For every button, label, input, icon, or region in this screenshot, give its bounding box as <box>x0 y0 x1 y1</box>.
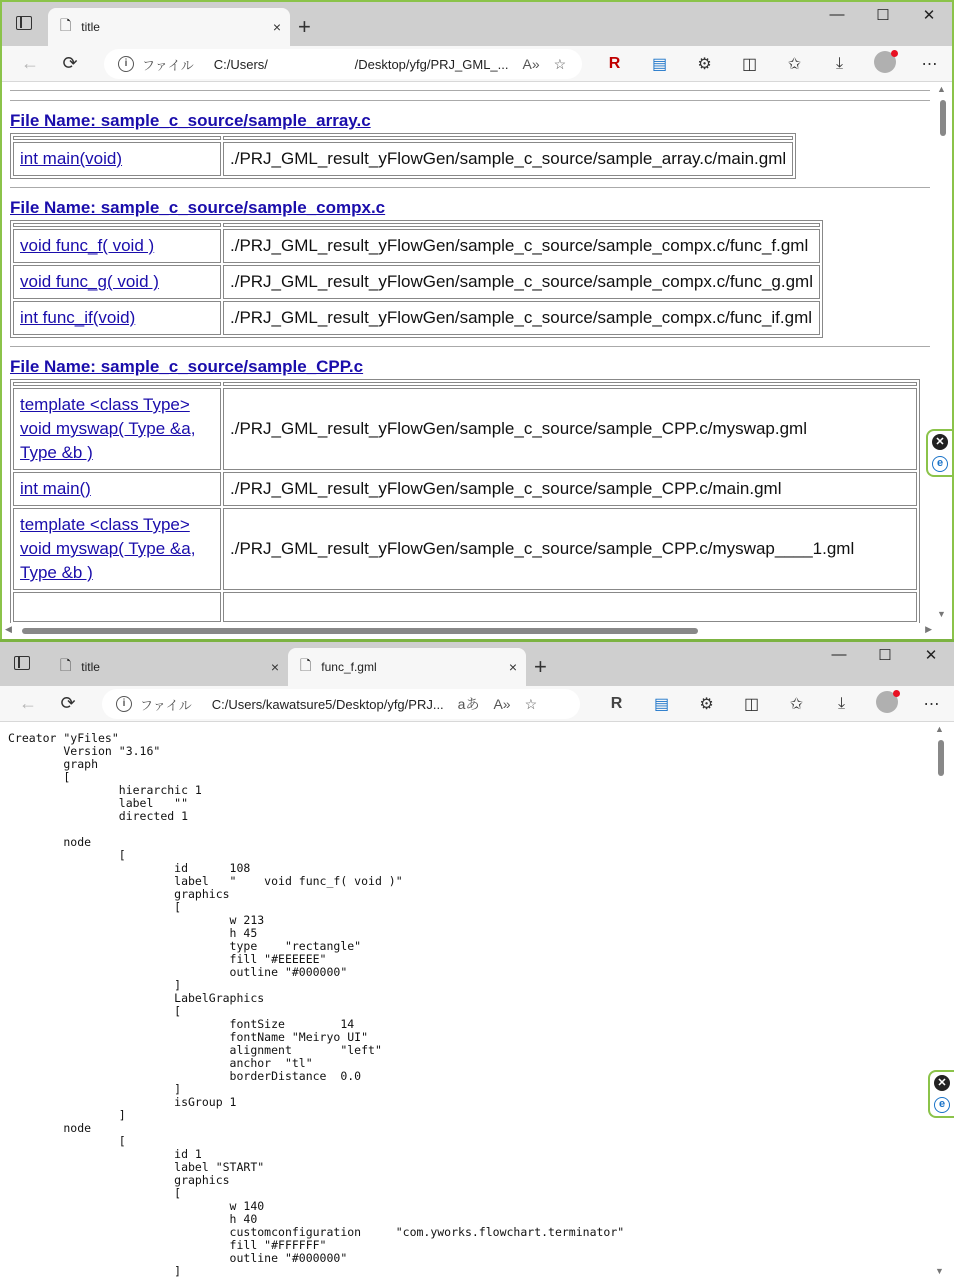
close-window-button[interactable]: ✕ <box>924 647 938 664</box>
gml-path-cell: ./PRJ_GML_result_yFlowGen/sample_c_source/sample_CPP.c/main.gml <box>223 472 917 506</box>
edge-icon[interactable]: e <box>932 456 948 472</box>
tab-actions-menu-icon[interactable] <box>16 16 32 30</box>
page-viewport <box>0 722 950 1278</box>
downloads-icon[interactable]: ⤓ <box>835 55 844 72</box>
tab-func-f-gml[interactable] <box>288 648 526 686</box>
rakuten-icon[interactable]: R <box>610 695 623 712</box>
favorites-list-icon[interactable]: ✩ <box>787 56 802 73</box>
tab-strip <box>2 2 952 46</box>
more-icon[interactable]: ⋯ <box>923 696 940 713</box>
favorite-star-icon[interactable]: ☆ <box>553 55 567 72</box>
divider <box>10 100 930 101</box>
back-button[interactable]: ← <box>19 693 37 713</box>
tab-title[interactable] <box>48 8 290 46</box>
scroll-right-icon[interactable]: ▶ <box>925 624 932 634</box>
function-table <box>10 379 920 625</box>
protocol-label: ファイル <box>140 697 192 713</box>
browser-window-bottom <box>0 639 954 1278</box>
divider <box>10 187 930 188</box>
document-icon: 🗋 <box>60 17 72 33</box>
scroll-up-icon[interactable]: ▲ <box>935 724 944 734</box>
horizontal-scrollbar[interactable] <box>2 623 934 639</box>
table-row <box>13 472 917 506</box>
table-row <box>13 592 917 622</box>
file-heading-link[interactable]: File Name: sample_c_source/sample_CPP.c <box>10 357 364 376</box>
function-link[interactable] <box>20 395 195 462</box>
document-icon: 🗋 <box>60 657 72 673</box>
read-aloud-icon[interactable]: A» <box>493 696 511 712</box>
function-link[interactable] <box>20 515 195 582</box>
scrollbar-thumb[interactable] <box>22 628 698 634</box>
function-link[interactable]: int main(void) <box>20 149 123 168</box>
file-heading-link[interactable]: File Name: sample_c_source/sample_array.c <box>10 111 371 130</box>
gml-path-cell: ./PRJ_GML_result_yFlowGen/sample_c_source/sample_array.c/main.gml <box>223 142 793 176</box>
table-row <box>13 265 820 299</box>
page-content <box>10 82 930 625</box>
function-table <box>10 220 823 338</box>
function-cell <box>13 301 221 335</box>
function-cell <box>13 508 221 590</box>
function-link-line: Type &b ) <box>20 443 93 462</box>
toolbar-icons <box>592 46 952 82</box>
split-screen-icon[interactable]: ◫ <box>743 696 760 713</box>
file-heading-link[interactable]: File Name: sample_c_source/sample_compx.c <box>10 198 386 217</box>
clip-icon[interactable]: ▤ <box>653 696 670 713</box>
site-info-icon[interactable]: i <box>116 696 132 712</box>
gml-path-cell: ./PRJ_GML_result_yFlowGen/sample_c_source/sample_compx.c/func_g.gml <box>223 265 820 299</box>
favorite-star-icon[interactable]: ☆ <box>524 695 538 712</box>
tab-label: func_f.gml <box>321 660 377 674</box>
tab-label: title <box>81 20 100 34</box>
new-tab-button[interactable]: + <box>298 14 311 39</box>
function-link-line: template <class Type> <box>20 515 190 534</box>
profile-icon[interactable] <box>864 691 909 718</box>
translate-icon[interactable]: aあ <box>457 696 480 712</box>
profile-icon[interactable] <box>862 51 907 78</box>
vertical-scrollbar[interactable] <box>932 722 950 1278</box>
close-icon[interactable]: ✕ <box>932 434 948 450</box>
document-icon: 🗋 <box>300 657 312 673</box>
site-info-icon[interactable]: i <box>118 56 134 72</box>
gml-path-cell: ./PRJ_GML_result_yFlowGen/sample_c_source/sample_compx.c/func_if.gml <box>223 301 820 335</box>
split-screen-icon[interactable]: ◫ <box>741 56 758 73</box>
vertical-scrollbar[interactable] <box>934 82 952 639</box>
function-link-line: void myswap( Type &a, <box>20 419 196 438</box>
scroll-down-icon[interactable]: ▼ <box>937 609 946 619</box>
gml-path-cell: ./PRJ_GML_result_yFlowGen/sample_c_source/sample_compx.c/func_f.gml <box>223 229 820 263</box>
edge-icon[interactable]: e <box>934 1097 950 1113</box>
more-icon[interactable]: ⋯ <box>921 56 938 73</box>
table-row <box>13 508 917 590</box>
function-cell <box>13 229 221 263</box>
toolbar-icons <box>594 686 954 722</box>
tab-actions-menu-icon[interactable] <box>14 656 30 670</box>
tab-label: title <box>81 660 100 674</box>
table-row <box>13 142 793 176</box>
function-cell <box>13 265 221 299</box>
extensions-icon[interactable]: ⚙ <box>699 696 714 713</box>
downloads-icon[interactable]: ⤓ <box>837 695 846 712</box>
tab-close-icon[interactable]: × <box>508 659 518 675</box>
function-cell <box>13 472 221 506</box>
function-link-line: template <class Type> <box>20 395 190 414</box>
read-aloud-icon[interactable]: A» <box>522 56 540 72</box>
new-tab-button[interactable]: + <box>534 654 547 679</box>
clip-icon[interactable]: ▤ <box>651 56 668 73</box>
close-window-button[interactable]: ✕ <box>922 7 936 24</box>
function-cell <box>13 142 221 176</box>
table-row <box>13 301 820 335</box>
window-controls <box>814 6 952 24</box>
function-link[interactable]: int main() <box>20 479 91 498</box>
reload-button[interactable]: ⟳ <box>62 53 78 73</box>
table-row <box>13 229 820 263</box>
divider <box>10 346 930 347</box>
maximize-button[interactable]: ☐ <box>876 7 890 24</box>
minimize-button[interactable]: — <box>831 646 847 663</box>
function-link[interactable]: void func_g( void ) <box>20 272 159 291</box>
side-widget <box>928 1070 954 1118</box>
back-button[interactable]: ← <box>21 53 39 73</box>
gml-path-cell: ./PRJ_GML_result_yFlowGen/sample_c_source/sample_CPP.c/myswap.gml <box>223 388 917 470</box>
protocol-label: ファイル <box>142 57 194 73</box>
rakuten-icon[interactable]: R <box>608 55 621 72</box>
function-link[interactable]: int func_if(void) <box>20 308 136 327</box>
close-icon[interactable]: ✕ <box>934 1075 950 1091</box>
favorites-list-icon[interactable]: ✩ <box>789 696 804 713</box>
gml-source-text: Creator "yFiles" Version "3.16" graph [ hierarchic 1 label "" directed 1 node [ id 108 label " void func_f( void )" graphics [ w 213 h 45 type "rectangle" fill "#EEEEEE" outline "#000000" ] LabelGraphics [ fontSize 14 fontName "Meiryo UI" alignment "left" anchor "tl" borderDistance 0.0 ] isGroup 1 ] node [ id 1 label "START" graphics [ w 140 h 40 customconfiguration "com.yworks.flowchart.terminator" fill "#FFFFFF" outline "#000000" ] <box>8 731 625 1278</box>
tab-title[interactable] <box>48 648 288 686</box>
divider <box>10 90 930 91</box>
tab-strip <box>0 642 954 686</box>
scrollbar-thumb[interactable] <box>940 100 946 136</box>
gml-path-cell: ./PRJ_GML_result_yFlowGen/sample_c_source/sample_CPP.c/myswap____1.gml <box>223 508 917 590</box>
tab-close-icon[interactable]: × <box>270 659 280 675</box>
window-controls <box>816 646 954 664</box>
extensions-icon[interactable]: ⚙ <box>697 56 712 73</box>
function-link[interactable]: void func_f( void ) <box>20 236 155 255</box>
table-row <box>13 388 917 470</box>
scrollbar-thumb[interactable] <box>938 740 944 776</box>
url-text[interactable]: C:/Users/ /Desktop/yfg/PRJ_GML_... <box>213 56 509 72</box>
address-bar[interactable] <box>104 49 582 79</box>
maximize-button[interactable]: ☐ <box>878 647 892 664</box>
url-text[interactable]: C:/Users/kawatsure5/Desktop/yfg/PRJ... <box>211 696 444 712</box>
address-toolbar <box>2 46 952 82</box>
scroll-up-icon[interactable]: ▲ <box>937 84 946 94</box>
reload-button[interactable]: ⟳ <box>60 693 76 713</box>
tab-close-icon[interactable]: × <box>272 19 282 35</box>
function-table <box>10 133 796 179</box>
function-link-line: void myswap( Type &a, <box>20 539 196 558</box>
function-cell <box>13 388 221 470</box>
address-toolbar <box>0 686 954 722</box>
function-link-line: Type &b ) <box>20 563 93 582</box>
page-viewport <box>2 82 952 639</box>
side-widget <box>926 429 952 477</box>
scroll-down-icon[interactable]: ▼ <box>935 1266 944 1276</box>
scroll-left-icon[interactable]: ◀ <box>5 624 12 634</box>
address-bar[interactable] <box>102 689 580 719</box>
minimize-button[interactable]: — <box>829 6 845 23</box>
